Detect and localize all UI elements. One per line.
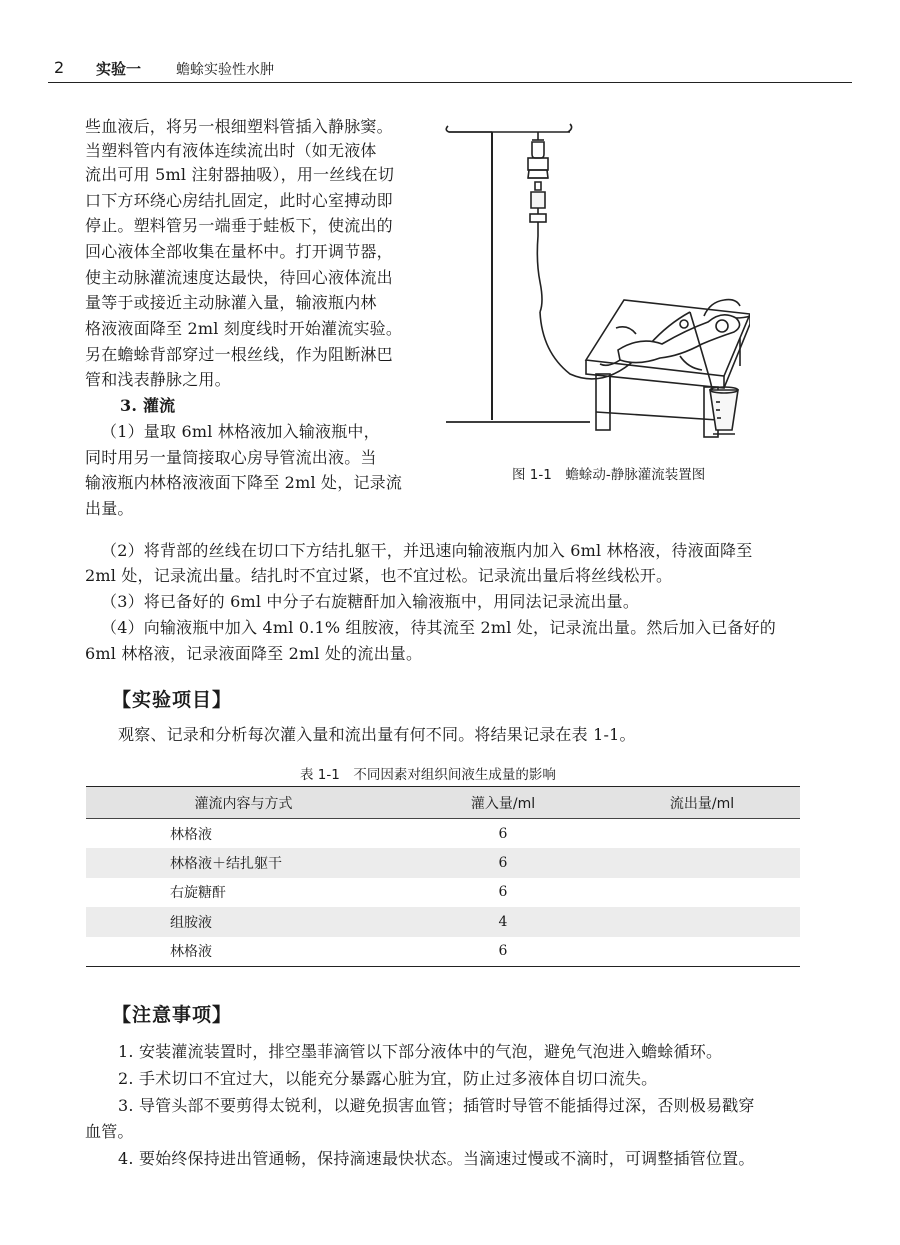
text-line: 当塑料管内有液体连续流出时（如无液体 xyxy=(85,141,377,160)
figure-caption: 图 1-1 蟾蜍动-静脉灌流装置图 xyxy=(512,467,706,483)
table-row xyxy=(86,937,800,967)
table-cell: 组胺液 xyxy=(170,914,212,931)
table-row xyxy=(86,907,800,936)
table-cell: 林格液 xyxy=(86,937,402,967)
column-header: 流出量/ml xyxy=(604,787,800,819)
table-caption: 表 1-1 不同因素对组织间液生成量的影响 xyxy=(300,767,556,783)
table-cell xyxy=(604,848,800,877)
perfusion-apparatus-figure xyxy=(440,112,750,444)
text-line: 输液瓶内林格液液面下降至 2ml 处，记录流 xyxy=(85,473,403,492)
text-line: （4）向输液瓶中加入 4ml 0.1% 组胺液，待其流至 2ml 处，记录流出量。然后加入已备好的 xyxy=(101,618,776,637)
results-table xyxy=(86,786,800,967)
table-row xyxy=(86,878,800,907)
column-header: 灌入量/ml xyxy=(402,787,604,819)
text-line: 些血液后，将另一根细塑料管插入静脉窦。 xyxy=(85,117,393,136)
table-row xyxy=(86,848,800,877)
page-number: 2 xyxy=(54,58,65,77)
text-line: 停止。塑料管另一端垂于蛙板下，使流出的 xyxy=(85,216,393,235)
text-line: 回心液体全部收集在量杯中。打开调节器， xyxy=(85,242,393,261)
table-cell: 林格液＋结扎躯干 xyxy=(170,856,282,873)
table-cell: 林格液 xyxy=(170,826,212,843)
project-heading: 【实验项目】 xyxy=(112,689,233,711)
notes-heading: 【注意事项】 xyxy=(112,1004,233,1026)
text-line: （2）将背部的丝线在切口下方结扎躯干，并迅速向输液瓶内加入 6ml 林格液，待液面降至 xyxy=(101,541,753,560)
table-cell xyxy=(604,878,800,907)
text-line: 同时用另一量筒接取心房导管流出液。当 xyxy=(85,448,377,467)
table-cell xyxy=(604,819,800,849)
stand-hook xyxy=(446,126,492,132)
table-cell: 右旋糖酐 xyxy=(170,885,226,902)
text-line: 血管。 xyxy=(85,1122,134,1141)
text-line: 使主动脉灌流速度达最快，待回心液体流出 xyxy=(85,268,393,287)
text-line: 另在蟾蜍背部穿过一根丝线，作为阻断淋巴 xyxy=(85,345,393,364)
table-cell xyxy=(604,907,800,936)
step3-heading: 3. 灌流 xyxy=(120,396,176,415)
table-cell: 6 xyxy=(498,855,508,872)
note-item-4: 4. 要始终保持进出管通畅，保持滴速最快状态。当滴速过慢或不滴时，可调整插管位置。 xyxy=(118,1149,755,1168)
table-cell xyxy=(604,937,800,967)
text-line: 格液液面降至 2ml 刻度线时开始灌流实验。 xyxy=(85,319,403,338)
table-cell: 6 xyxy=(498,825,508,842)
chapter-label: 实验一 xyxy=(96,60,142,78)
text-line: 6ml 林格液，记录液面降至 2ml 处的流出量。 xyxy=(85,644,423,663)
text-line: 口下方环绕心房结扎固定，此时心室搏动即 xyxy=(85,191,393,210)
table-header-row xyxy=(86,787,800,819)
text-line: 量等于或接近主动脉灌入量，输液瓶内林 xyxy=(85,293,377,312)
text-line: 3. 导管头部不要剪得太锐利，以避免损害血管；插管时导管不能插得过深，否则极易戳穿 xyxy=(118,1096,755,1115)
text-line: （1）量取 6ml 林格液加入输液瓶中， xyxy=(101,422,380,441)
project-text: 观察、记录和分析每次灌入量和流出量有何不同。将结果记录在表 1-1。 xyxy=(118,725,636,744)
table-cell: 4 xyxy=(498,913,508,930)
chapter-title: 蟾蜍实验性水肿 xyxy=(176,62,274,78)
note-item-2: 2. 手术切口不宜过大，以能充分暴露心脏为宜，防止过多液体自切口流失。 xyxy=(118,1069,658,1088)
note-item-1: 1. 安装灌流装置时，排空墨菲滴管以下部分液体中的气泡，避免气泡进入蟾蜍循环。 xyxy=(118,1042,723,1061)
text-line: 流出可用 5ml 注射器抽吸），用一丝线在切 xyxy=(85,165,395,184)
table-cell: 6 xyxy=(402,937,604,967)
text-line: 管和浅表静脉之用。 xyxy=(85,370,231,389)
column-header: 灌流内容与方式 xyxy=(86,787,402,819)
page-header xyxy=(48,56,852,83)
step3-item3: （3）将已备好的 6ml 中分子右旋糖酐加入输液瓶中，用同法记录流出量。 xyxy=(101,592,640,611)
text-line: 出量。 xyxy=(85,499,134,518)
text-line: 2ml 处，记录流出量。结扎时不宜过紧，也不宜过松。记录流出量后将丝线松开。 xyxy=(85,566,673,585)
table-row xyxy=(86,819,800,849)
table-cell: 6 xyxy=(498,884,508,901)
